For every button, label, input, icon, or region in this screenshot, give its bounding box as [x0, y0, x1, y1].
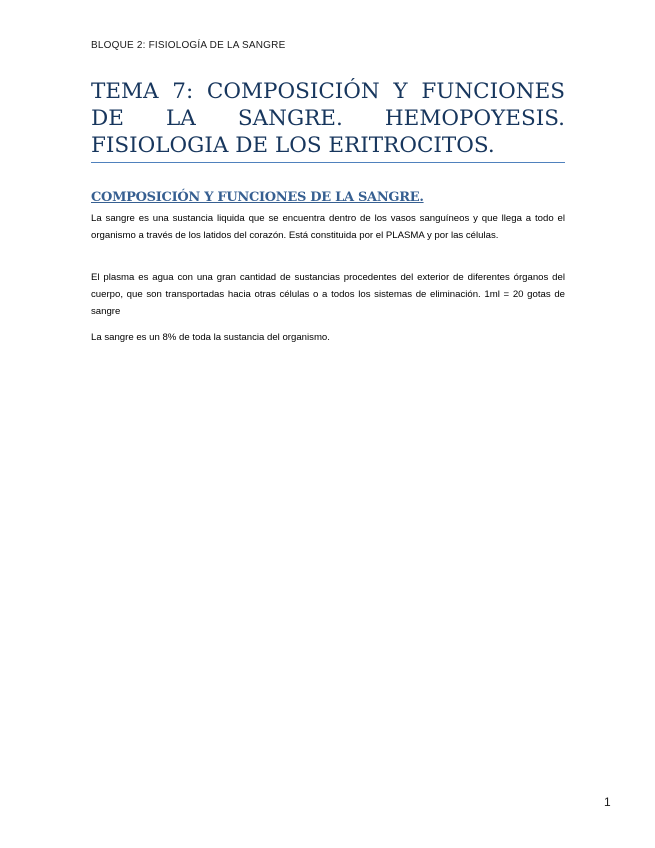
paragraph-blood-definition: La sangre es una sustancia liquida que se encuentra dentro de los vasos sanguíneos y que llega a todo el organismo a través de los latidos del corazón. Está constituida por el PLASMA y por las células.	[91, 213, 565, 241]
paragraph-plasma: El plasma es agua con una gran cantidad de sustancias procedentes del exterior de diferentes órganos del cuerpo, que son transportadas hacia otras células o a todos los sistemas de eliminación. 1ml = 20 gotas de sangre	[91, 272, 565, 317]
paragraph-blood-percentage: La sangre es un 8% de toda la sustancia del organismo.	[91, 332, 330, 343]
running-header: BLOQUE 2: FISIOLOGÍA DE LA SANGRE	[91, 40, 286, 51]
page-number: 1	[604, 795, 611, 809]
section-heading: COMPOSICIÓN Y FUNCIONES DE LA SANGRE.	[91, 190, 424, 205]
page-title: TEMA 7: COMPOSICIÓN Y FUNCIONES DE LA SANGRE. HEMOPOYESIS. FISIOLOGIA DE LOS ERITROCITOS.	[91, 79, 565, 158]
title-underline-rule	[91, 162, 565, 163]
